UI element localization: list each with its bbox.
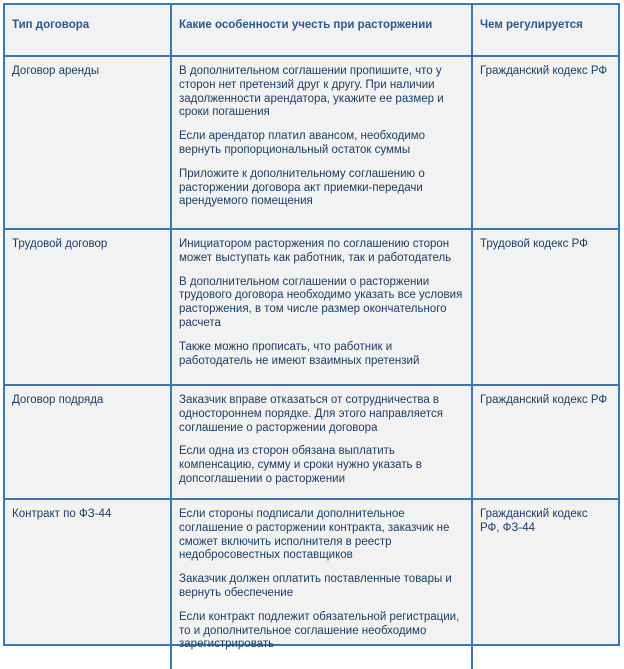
feature-paragraph: Приложите к дополнительному соглашению о расторжении договора акт приемки-передачи арендуемого помещения (179, 167, 425, 208)
features-cell (171, 499, 472, 669)
features-cell (171, 56, 472, 229)
header-regulation: Чем регулируется (472, 5, 618, 56)
contracts-table (5, 5, 618, 669)
contract-type-cell: Договор аренды (5, 56, 171, 229)
regulation-cell: Гражданский кодекс РФ, ФЗ-44 (472, 499, 618, 669)
feature-paragraph: Инициатором расторжения по соглашению сторон может выступать как работник, так и работодатель (179, 238, 452, 264)
table-row (5, 229, 618, 385)
feature-paragraph: Также можно прописать, что работник и работодатель не имеют взаимных претензий (179, 340, 420, 367)
table-row (5, 499, 618, 669)
regulation-cell: Гражданский кодекс РФ (472, 56, 618, 229)
header-contract-type: Тип договора (5, 5, 171, 56)
regulation-cell: Гражданский кодекс РФ (472, 385, 618, 499)
contract-type-cell: Контракт по ФЗ-44 (5, 499, 171, 669)
feature-paragraph: Заказчик вправе отказаться от сотрудничества в одностороннем порядке. Для этого направляется соглашение о расторжении договора (179, 394, 443, 434)
table-row (5, 56, 618, 229)
table-header-row (5, 5, 618, 56)
contract-type-cell: Договор подряда (5, 385, 171, 499)
feature-paragraph: Если контракт подлежит обязательной регистрации, то и дополнительное соглашение необходимо зарегистрировать (179, 610, 460, 651)
regulation-cell: Трудовой кодекс РФ (472, 229, 618, 385)
table-row (5, 385, 618, 499)
feature-paragraph: Если одна из сторон обязана выплатить компенсацию, сумму и сроки нужно указать в допсоглашении о расторжении (179, 445, 422, 485)
feature-paragraph: Если стороны подписали дополнительное соглашение о расторжении контракта, заказчик не сможет включить исполнителя в реестр недобросовестных поставщиков (179, 508, 450, 562)
header-termination-features: Какие особенности учесть при расторжении (171, 5, 472, 56)
feature-paragraph: В дополнительном соглашении пропишите, что у сторон нет претензий друг к другу. При наличии задолженности арендатора, укажите ее размер и сроки погашения (179, 65, 444, 119)
feature-paragraph: Заказчик должен оплатить поставленные товары и вернуть обеспечение (179, 573, 452, 599)
feature-paragraph: Если арендатор платил авансом, необходимо вернуть пропорциональный остаток суммы (179, 130, 426, 156)
feature-paragraph: В дополнительном соглашении о расторжении трудового договора необходимо указать все условия расторжения, в том числе размер окончательного расчета (179, 275, 463, 329)
contracts-table-container (3, 3, 620, 651)
contract-type-cell: Трудовой договор (5, 229, 171, 385)
features-cell (171, 229, 472, 385)
features-cell (171, 385, 472, 499)
